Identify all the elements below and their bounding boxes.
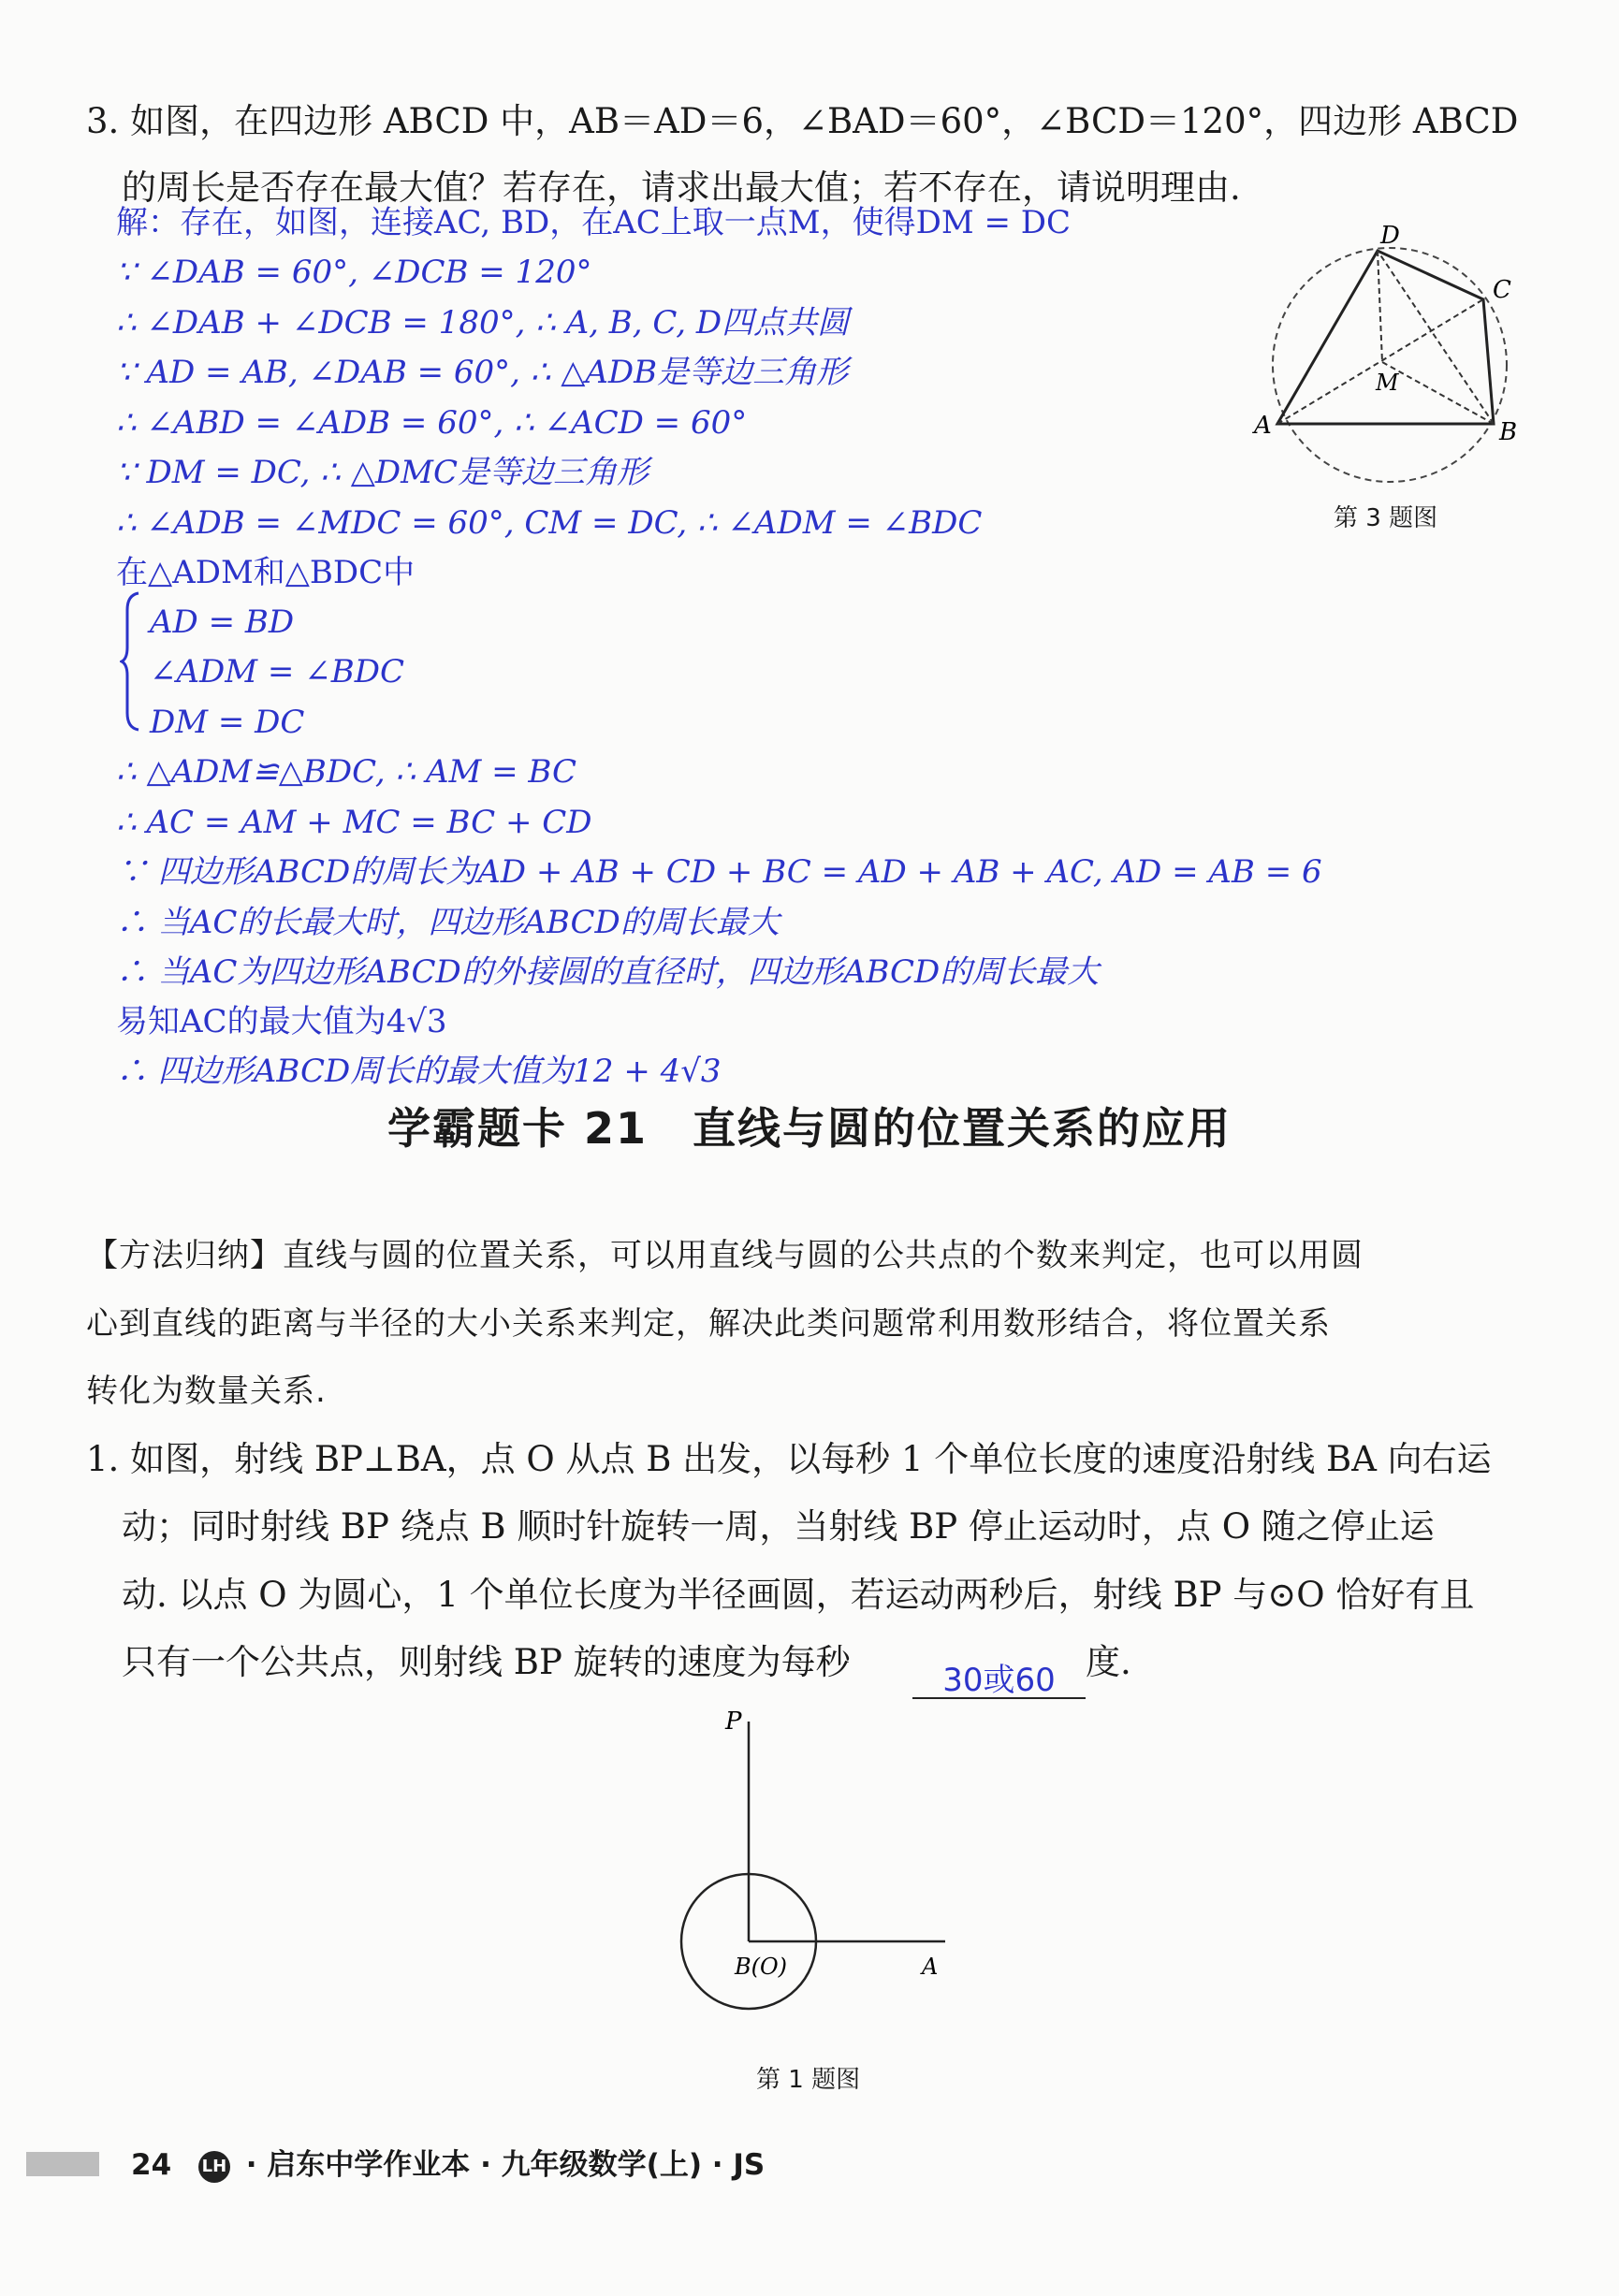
system-brace [120, 591, 142, 732]
solution-line-1: 解：存在，如图，连接AC, BD，在AC上取一点M，使得DM = DC [116, 204, 1072, 241]
figure1-caption: 第 1 题图 [756, 2066, 861, 2094]
label-b: B [1499, 418, 1518, 446]
label-a: A [1254, 412, 1272, 440]
solution-line-16: ∴ 当AC为四边形ABCD的外接圆的直径时，四边形ABCD的周长最大 [116, 953, 1100, 991]
question1-line3: 动. 以点 O 为圆心，1 个单位长度为半径画圆，若运动两秒后，射线 BP 与⊙O 恰好有且 [122, 1575, 1475, 1615]
question3-line1: 3. 如图，在四边形 ABCD 中，AB＝AD＝6，∠BAD＝60°，∠BCD＝120°，四边形 ABCD [86, 101, 1519, 141]
quadrilateral-abcd [1277, 251, 1494, 424]
circumcircle [1273, 248, 1507, 482]
label-bo: B(O) [735, 1954, 788, 1980]
solution-line-5: ∴ ∠ABD = ∠ADB = 60°, ∴ ∠ACD = 60° [116, 404, 748, 442]
footer [131, 2141, 765, 2183]
method-line3: 转化为数量关系. [86, 1373, 327, 1410]
answer-blank[interactable]: 30或60 [912, 1654, 1086, 1699]
solution-line-15: ∴ 当AC的长最大时，四边形ABCD的周长最大 [116, 904, 780, 941]
label-a1: A [922, 1954, 939, 1980]
question1-line4: 只有一个公共点，则射线 BP 旋转的速度为每秒 [122, 1642, 851, 1682]
solution-line-9: AD = BD [150, 603, 295, 641]
solution-line-11: DM = DC [150, 704, 305, 741]
footer-bar [26, 2152, 99, 2176]
solution-line-4: ∵ AD = AB, ∠DAB = 60°, ∴ △ADB是等边三角形 [116, 354, 849, 391]
solution-line-6: ∵ DM = DC, ∴ △DMC是等边三角形 [116, 454, 649, 491]
segment-dm [1378, 251, 1382, 362]
question1-line1: 1. 如图，射线 BP⊥BA，点 O 从点 B 出发，以每秒 1 个单位长度的速度沿射线 BA 向右运 [86, 1439, 1492, 1479]
question1-line2: 动；同时射线 BP 绕点 B 顺时针旋转一周，当射线 BP 停止运动时，点 O 随之停止运 [122, 1506, 1435, 1547]
solution-line-14: ∵ 四边形ABCD的周长为AD + AB + CD + BC = AD + AB + AC, AD = AB = 6 [116, 853, 1322, 891]
label-p: P [725, 1707, 742, 1736]
label-m: M [1376, 370, 1399, 396]
lh-badge-icon: LH [198, 2151, 230, 2183]
label-d: D [1380, 222, 1400, 250]
question3-line2: 的周长是否存在最大值？若存在，请求出最大值；若不存在，请说明理由. [122, 167, 1241, 208]
figure3-caption: 第 3 题图 [1334, 504, 1438, 532]
solution-line-18: ∴ 四边形ABCD周长的最大值为12 + 4√3 [116, 1053, 722, 1090]
solution-line-2: ∵ ∠DAB = 60°, ∠DCB = 120° [116, 254, 592, 291]
method-line1: 【方法归纳】直线与圆的位置关系，可以用直线与圆的公共点的个数来判定，也可以用圆 [86, 1237, 1364, 1274]
solution-line-17: 易知AC的最大值为4√3 [116, 1003, 447, 1040]
solution-line-10: ∠ADM = ∠BDC [150, 653, 404, 690]
label-c: C [1493, 276, 1511, 304]
solution-line-3: ∴ ∠DAB + ∠DCB = 180°, ∴ A, B, C, D四点共圆 [116, 304, 850, 341]
question1-line4-end: 度. [1086, 1642, 1131, 1682]
solution-line-8: 在△ADM和△BDC中 [116, 554, 416, 591]
section-title: 学霸题卡 21 直线与圆的位置关系的应用 [387, 1103, 1232, 1154]
figure1-diagram [655, 1703, 992, 2040]
solution-line-13: ∴ AC = AM + MC = BC + CD [116, 804, 592, 841]
method-line2: 心到直线的距离与半径的大小关系来判定，解决此类问题常利用数形结合，将位置关系 [86, 1305, 1331, 1343]
figure3-diagram [1245, 215, 1525, 496]
page-number: 24 [131, 2148, 172, 2182]
footer-book-title: · 启东中学作业本 · 九年级数学(上) · JS [245, 2148, 766, 2182]
segment-bm [1382, 362, 1494, 424]
solution-line-7: ∴ ∠ADB = ∠MDC = 60°, CM = DC, ∴ ∠ADM = ∠BDC [116, 504, 983, 542]
solution-line-12: ∴ △ADM≌△BDC, ∴ AM = BC [116, 753, 577, 791]
